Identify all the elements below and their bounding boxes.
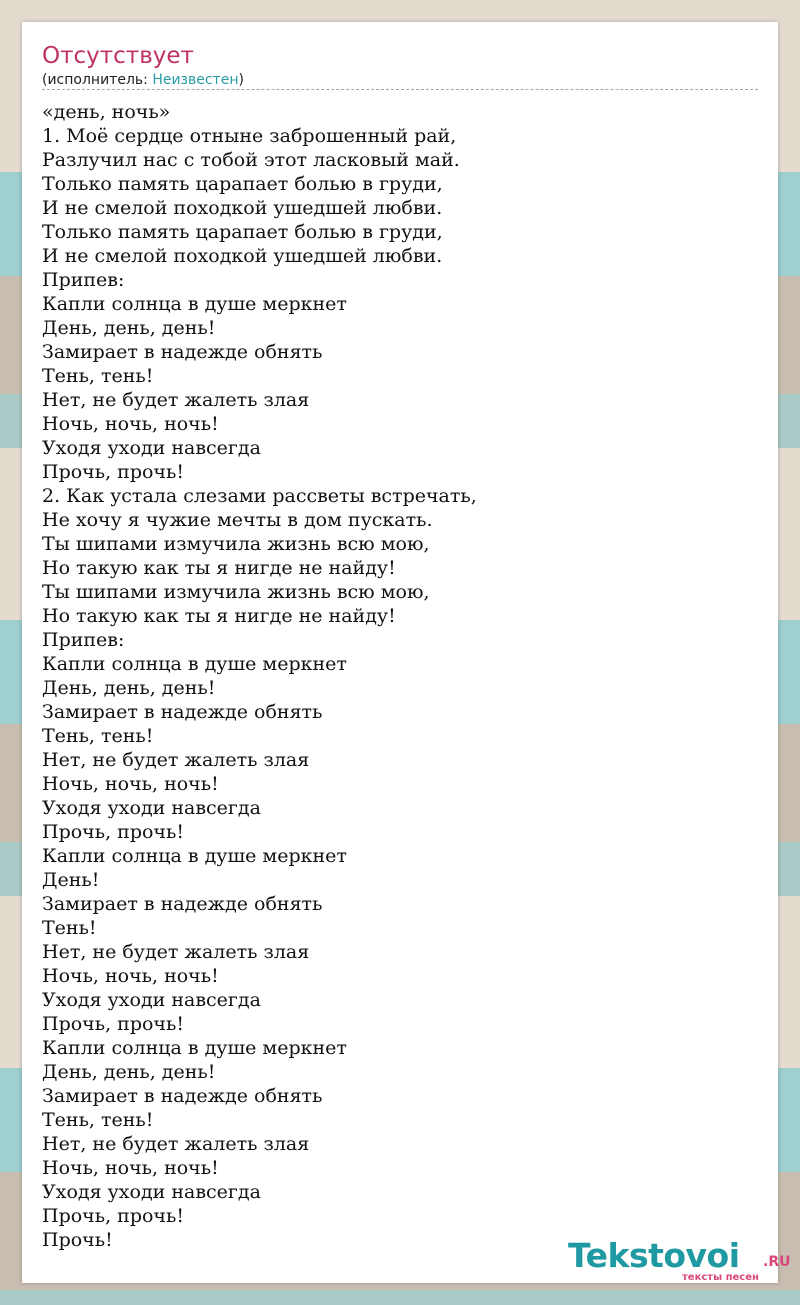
lyric-line: Уходя уходи навсегда: [42, 437, 261, 459]
performer-line: [42, 71, 244, 89]
lyric-line: И не смелой походкой ушедшей любви.: [42, 197, 443, 219]
lyric-line: День, день, день!: [42, 1061, 216, 1083]
lyric-line: Замирает в надежде обнять: [42, 341, 323, 363]
lyric-line: Ты шипами измучила жизнь всю мою,: [42, 581, 430, 603]
background-stripe: [0, 1290, 800, 1305]
logo-tagline: тексты песен: [682, 1272, 759, 1283]
lyric-line: Капли солнца в душе меркнет: [42, 293, 347, 315]
lyric-line: Ты шипами измучила жизнь всю мою,: [42, 533, 430, 555]
lyric-line: Нет, не будет жалеть злая: [42, 941, 310, 963]
lyric-line: Прочь, прочь!: [42, 461, 184, 483]
lyric-line: Ночь, ночь, ночь!: [42, 1157, 219, 1179]
logo-tld: .RU: [763, 1254, 791, 1270]
lyric-line: Но такую как ты я нигде не найду!: [42, 557, 396, 579]
lyric-line: Не хочу я чужие мечты в дом пускать.: [42, 509, 433, 531]
lyric-line: Нет, не будет жалеть злая: [42, 1133, 310, 1155]
lyric-line: Замирает в надежде обнять: [42, 701, 323, 723]
lyric-line: Тень!: [42, 917, 97, 939]
lyric-line: Разлучил нас с тобой этот ласковый май.: [42, 149, 460, 171]
lyric-line: Уходя уходи навсегда: [42, 989, 261, 1011]
lyric-line: Только память царапает болью в груди,: [42, 221, 443, 243]
lyric-line: Капли солнца в душе меркнет: [42, 653, 347, 675]
lyric-line: Замирает в надежде обнять: [42, 1085, 323, 1107]
lyric-line: День, день, день!: [42, 317, 216, 339]
lyric-line: Но такую как ты я нигде не найду!: [42, 605, 396, 627]
tekstovoi-logo[interactable]: [568, 1236, 791, 1283]
lyric-line: «день, ночь»: [42, 101, 171, 123]
lyric-line: День, день, день!: [42, 677, 216, 699]
lyric-line: Тень, тень!: [42, 365, 154, 387]
performer-suffix: ): [238, 72, 244, 88]
lyric-line: Прочь, прочь!: [42, 1013, 184, 1035]
performer-prefix: (исполнитель:: [42, 72, 153, 88]
lyric-line: Прочь, прочь!: [42, 821, 184, 843]
lyric-line: Замирает в надежде обнять: [42, 893, 323, 915]
lyric-line: Тень, тень!: [42, 1109, 154, 1131]
lyric-line: Ночь, ночь, ночь!: [42, 965, 219, 987]
lyric-line: 2. Как устала слезами рассветы встречать,: [42, 485, 477, 507]
lyric-line: И не смелой походкой ушедшей любви.: [42, 245, 443, 267]
lyric-line: 1. Моё сердце отныне заброшенный рай,: [42, 125, 457, 147]
logo-wordmark: Tekstovoi: [568, 1236, 740, 1275]
lyric-line: Прочь, прочь!: [42, 1205, 184, 1227]
lyric-line: Ночь, ночь, ночь!: [42, 413, 219, 435]
lyric-line: Прочь!: [42, 1229, 113, 1251]
lyric-line: Уходя уходи навсегда: [42, 1181, 261, 1203]
lyric-line: Нет, не будет жалеть злая: [42, 389, 310, 411]
lyric-line: Припев:: [42, 269, 125, 291]
lyric-line: Капли солнца в душе меркнет: [42, 845, 347, 867]
lyrics-text: [42, 100, 758, 1252]
lyric-line: Ночь, ночь, ночь!: [42, 773, 219, 795]
title-divider: [42, 89, 758, 90]
lyric-line: Тень, тень!: [42, 725, 154, 747]
lyric-line: День!: [42, 869, 100, 891]
lyrics-card: [22, 22, 791, 1283]
lyric-line: Капли солнца в душе меркнет: [42, 1037, 347, 1059]
lyric-line: Припев:: [42, 629, 125, 651]
lyric-line: Только память царапает болью в груди,: [42, 173, 443, 195]
performer-link[interactable]: Неизвестен: [152, 72, 239, 88]
lyric-line: Уходя уходи навсегда: [42, 797, 261, 819]
song-title: Отсутствует: [42, 43, 194, 69]
lyric-line: Нет, не будет жалеть злая: [42, 749, 310, 771]
